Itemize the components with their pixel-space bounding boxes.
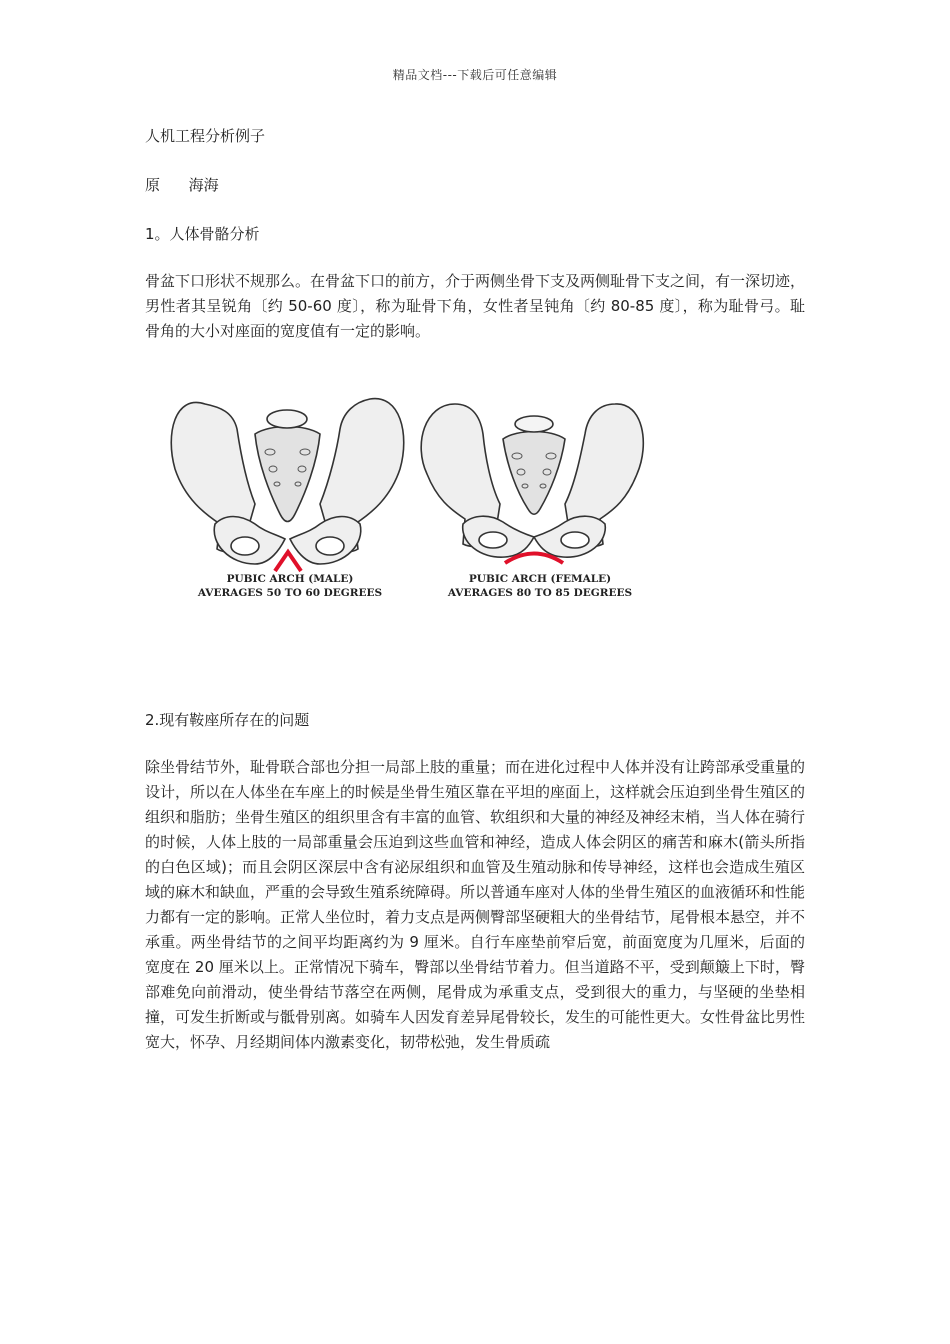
document-body bbox=[145, 124, 805, 1055]
male-pubic-arch-marker bbox=[275, 552, 301, 571]
document-author: 原 海海 bbox=[145, 176, 219, 194]
pubic-arch-figure bbox=[145, 374, 805, 674]
female-pelvis-image bbox=[421, 404, 643, 557]
paragraph-2: 除坐骨结节外，耻骨联合部也分担一局部上肢的重量；而在进化过程中人体并没有让跨部承受重量的设计，所以在人体坐在车座上的时候是坐骨生殖区靠在平坦的座面上，这样就会压迫到坐骨生殖区的组织和脂肪；坐骨生殖区的组织里含有丰富的血管、软组织和大量的神经及神经末梢，当人体在骑行的时候，人体上肢的一局部重量会压迫到这些血管和神经，造成人体会阴区的痛苦和麻木(箭头所指的白色区域)；而且会阴区深层中含有泌尿组织和血管及生殖动脉和传导神经，这样也会造成生殖区域的麻木和缺血，严重的会导致生殖系统障碍。所以普通车座对人体的坐骨生殖区的血液循环和性能力都有一定的影响。正常人坐位时，着力支点是两侧臀部坚硬粗大的坐骨结节，尾骨根本悬空，并不承重。两坐骨结节的之间平均距离约为 9 厘米。自行车座垫前窄后宽，前面宽度为几厘米，后面的宽度在 20 厘米以上。正常情况下骑车，臀部以坐骨结节着力。但当道路不平，受到颠簸上下时，臀部难免向前滑动，使坐骨结节落空在两侧，尾骨成为承重支点，受到很大的重力，与坚硬的坐垫相撞，可发生折断或与骶骨别离。如骑车人因发育差异尾骨较长，发生的可能性更大。女性骨盆比男性宽大，怀孕、月经期间体内激素变化，韧带松弛，发生骨质疏 bbox=[145, 758, 806, 1051]
section-heading-1: 1。人体骨骼分析 bbox=[145, 225, 260, 243]
document-title: 人机工程分析例子 bbox=[145, 127, 266, 145]
male-pelvis-image bbox=[171, 399, 404, 564]
female-caption-line2: AVERAGES 80 TO 85 DEGREES bbox=[447, 587, 633, 599]
male-caption-line2: AVERAGES 50 TO 60 DEGREES bbox=[197, 587, 383, 599]
female-caption-line1: PUBIC ARCH (FEMALE) bbox=[468, 573, 612, 585]
male-caption-line1: PUBIC ARCH (MALE) bbox=[226, 573, 354, 585]
male-caption bbox=[175, 572, 405, 600]
page-header: 精品文档---下载后可任意编辑 bbox=[392, 68, 558, 82]
section-heading-2: 2.现有鞍座所存在的问题 bbox=[145, 711, 310, 729]
female-caption bbox=[425, 572, 655, 600]
paragraph-1: 骨盆下口形状不规那么。在骨盆下口的前方，介于两侧坐骨下支及两侧耻骨下支之间，有一深切迹，男性者其呈锐角〔约 50-60 度〕，称为耻骨下角，女性者呈钝角〔约 80-85 度〕，称为耻骨弓。耻骨角的大小对座面的宽度值有一定的影响。 bbox=[145, 272, 806, 340]
